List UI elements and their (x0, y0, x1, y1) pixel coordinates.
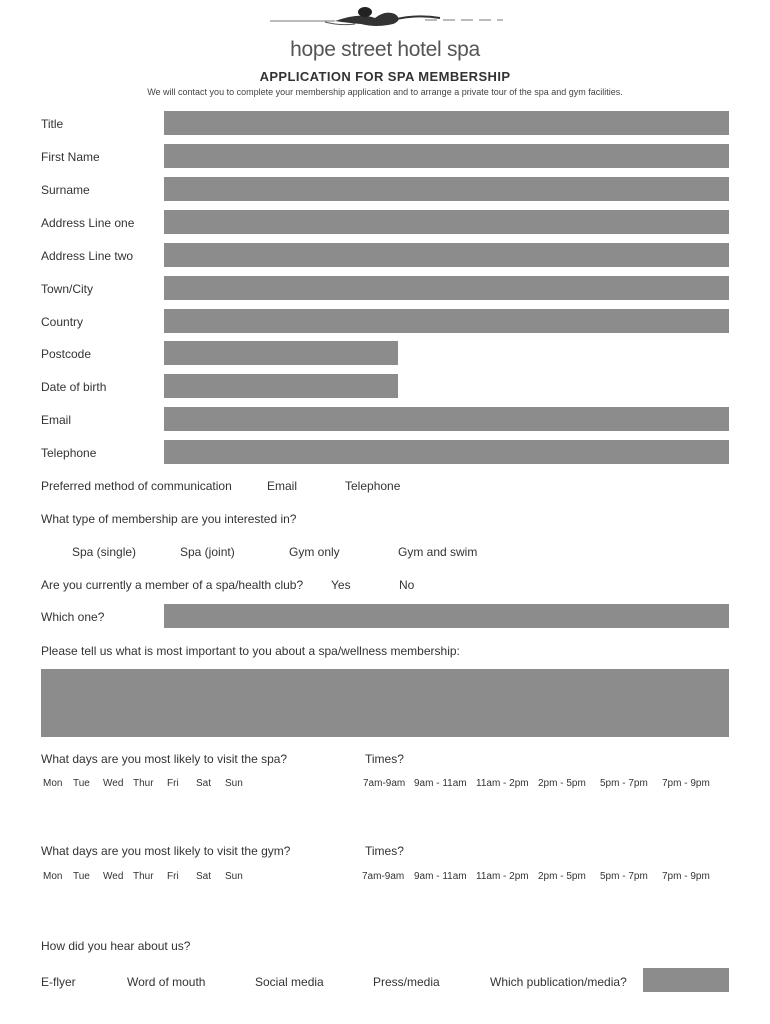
spa-day-mon[interactable]: Mon (43, 778, 63, 789)
brand-name: hope street hotel spa (290, 38, 480, 61)
gym-time-7am-9am[interactable]: 7am-9am (362, 871, 405, 882)
email-field[interactable] (164, 407, 729, 431)
address-line-one-label: Address Line one (41, 216, 135, 230)
gym-day-sun[interactable]: Sun (225, 871, 243, 882)
which-one-label: Which one? (41, 610, 105, 624)
important-question: Please tell us what is most important to you about a spa/wellness membership: (41, 644, 460, 658)
spa-day-fri[interactable]: Fri (167, 778, 179, 789)
spa-day-sun[interactable]: Sun (225, 778, 243, 789)
gym-day-tue[interactable]: Tue (73, 871, 90, 882)
spa-time-2pm-5pm[interactable]: 2pm - 5pm (538, 778, 586, 789)
country-field[interactable] (164, 309, 729, 333)
hear-about-option-press-media[interactable]: Press/media (373, 975, 440, 989)
date-of-birth-field[interactable] (164, 374, 398, 398)
date-of-birth-label: Date of birth (41, 380, 107, 394)
postcode-field[interactable] (164, 341, 398, 365)
country-label: Country (41, 315, 84, 329)
important-textarea[interactable] (41, 669, 729, 737)
postcode-label: Postcode (41, 347, 92, 361)
gym-time-2pm-5pm[interactable]: 2pm - 5pm (538, 871, 586, 882)
communication-label: Preferred method of communication (41, 479, 232, 493)
address-line-two-label: Address Line two (41, 249, 134, 263)
spa-days-question: What days are you most likely to visit the spa? (41, 752, 288, 766)
gym-times-label: Times? (365, 844, 404, 858)
gym-day-sat[interactable]: Sat (196, 871, 212, 882)
current-member-question: Are you currently a member of a spa/health club? (41, 578, 304, 592)
first-name-label: First Name (41, 150, 100, 164)
town-city-field[interactable] (164, 276, 729, 300)
hear-about-option-social-media[interactable]: Social media (255, 975, 324, 989)
spa-time-9am-11am[interactable]: 9am - 11am (414, 778, 467, 789)
spa-time-5pm-7pm[interactable]: 5pm - 7pm (600, 778, 648, 789)
title-field[interactable] (164, 111, 729, 135)
membership-option-gym-and-swim[interactable]: Gym and swim (398, 545, 478, 559)
town-city-label: Town/City (41, 282, 94, 296)
spa-time-7pm-9pm[interactable]: 7pm - 9pm (662, 778, 710, 789)
gym-time-5pm-7pm[interactable]: 5pm - 7pm (600, 871, 648, 882)
spa-time-11am-2pm[interactable]: 11am - 2pm (476, 778, 529, 789)
current-member-option-no[interactable]: No (399, 578, 415, 592)
membership-question: What type of membership are you interested in? (41, 512, 297, 526)
membership-option-spa-single[interactable]: Spa (single) (72, 545, 137, 559)
hear-about-question: How did you hear about us? (41, 939, 191, 953)
swimmer-logo-icon (265, 6, 505, 36)
current-member-option-yes[interactable]: Yes (331, 578, 351, 592)
form-subtitle: We will contact you to complete your membership application and to arrange a private tour of the spa and gym facilities. (147, 87, 623, 97)
gym-days-question: What days are you most likely to visit the gym? (41, 844, 291, 858)
title-label: Title (41, 117, 64, 131)
telephone-field[interactable] (164, 440, 729, 464)
gym-day-thur[interactable]: Thur (133, 871, 154, 882)
first-name-field[interactable] (164, 144, 729, 168)
spa-day-thur[interactable]: Thur (133, 778, 154, 789)
gym-day-fri[interactable]: Fri (167, 871, 179, 882)
hear-about-option-word-of-mouth[interactable]: Word of mouth (127, 975, 206, 989)
spa-time-7am-9am[interactable]: 7am-9am (363, 778, 406, 789)
gym-day-mon[interactable]: Mon (43, 871, 63, 882)
spa-day-wed[interactable]: Wed (103, 778, 124, 789)
gym-day-wed[interactable]: Wed (103, 871, 124, 882)
spa-day-sat[interactable]: Sat (196, 778, 212, 789)
address-line-one-field[interactable] (164, 210, 729, 234)
form-title: APPLICATION FOR SPA MEMBERSHIP (259, 69, 511, 84)
address-line-two-field[interactable] (164, 243, 729, 267)
which-publication-field[interactable] (643, 968, 729, 992)
telephone-label: Telephone (41, 446, 97, 460)
hear-about-option-eflyer[interactable]: E-flyer (41, 975, 76, 989)
which-one-field[interactable] (164, 604, 729, 628)
surname-field[interactable] (164, 177, 729, 201)
spa-day-tue[interactable]: Tue (73, 778, 90, 789)
membership-option-gym-only[interactable]: Gym only (289, 545, 340, 559)
which-publication-label: Which publication/media? (490, 975, 627, 989)
gym-time-7pm-9pm[interactable]: 7pm - 9pm (662, 871, 710, 882)
email-label: Email (41, 413, 72, 427)
communication-option-telephone[interactable]: Telephone (345, 479, 401, 493)
surname-label: Surname (41, 183, 90, 197)
spa-times-label: Times? (365, 752, 404, 766)
gym-time-9am-11am[interactable]: 9am - 11am (414, 871, 467, 882)
communication-option-email[interactable]: Email (267, 479, 298, 493)
gym-time-11am-2pm[interactable]: 11am - 2pm (476, 871, 529, 882)
membership-option-spa-joint[interactable]: Spa (joint) (180, 545, 235, 559)
